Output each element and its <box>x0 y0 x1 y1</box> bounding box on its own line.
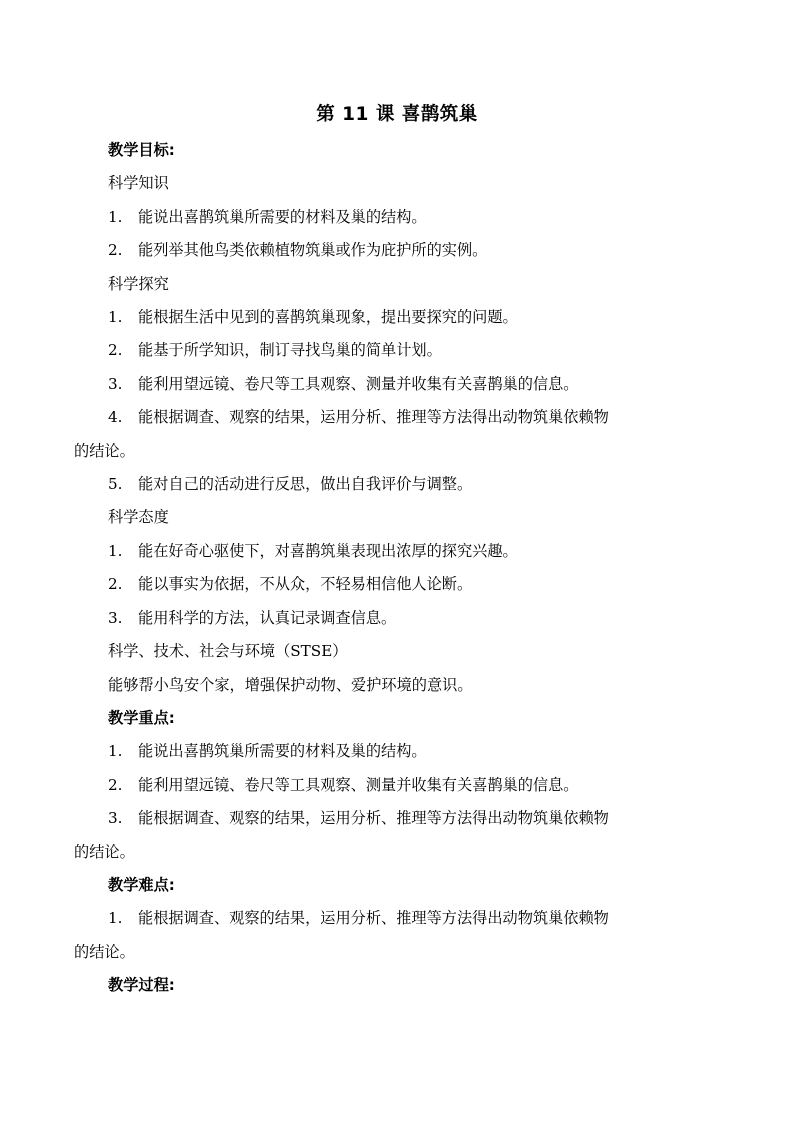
section-heading-difficulties: 教学难点: <box>108 875 175 894</box>
section-heading-process: 教学过程: <box>108 976 175 995</box>
paragraph-stse: 能够帮小鸟安个家，增强保护动物、爱护环境的意识。 <box>108 675 473 694</box>
section-heading-objectives: 教学目标: <box>108 141 175 159</box>
subheading-stse: 科学、技术、社会与环境（STSE） <box>108 642 348 661</box>
list-item: 3. 能根据调查、观察的结果，运用分析、推理等方法得出动物筑巢依赖物 <box>108 809 609 828</box>
list-item: 3. 能利用望远镜、卷尺等工具观察、测量并收集有关喜鹊巢的信息。 <box>108 374 579 393</box>
list-item: 1. 能在好奇心驱使下，对喜鹊筑巢表现出浓厚的探究兴趣。 <box>108 541 518 560</box>
list-item: 2. 能以事实为依据，不从众，不轻易相信他人论断。 <box>108 575 473 594</box>
list-item: 3. 能用科学的方法，认真记录调查信息。 <box>108 608 397 627</box>
lesson-title: 第 11 课 喜鹊筑巢 <box>316 104 478 125</box>
list-item: 2. 能列举其他鸟类依赖植物筑巢或作为庇护所的实例。 <box>108 241 488 260</box>
subheading-attitude: 科学态度 <box>108 508 169 527</box>
list-item: 5. 能对自己的活动进行反思，做出自我评价与调整。 <box>108 475 473 494</box>
list-item-continuation: 的结论。 <box>74 842 135 861</box>
list-item: 2. 能利用望远镜、卷尺等工具观察、测量并收集有关喜鹊巢的信息。 <box>108 775 579 794</box>
list-item: 1. 能根据调查、观察的结果，运用分析、推理等方法得出动物筑巢依赖物 <box>108 909 609 928</box>
subheading-inquiry: 科学探究 <box>108 274 169 293</box>
subheading-knowledge: 科学知识 <box>108 174 169 193</box>
list-item: 1. 能根据生活中见到的喜鹊筑巢现象，提出要探究的问题。 <box>108 308 518 327</box>
list-item: 4. 能根据调查、观察的结果，运用分析、推理等方法得出动物筑巢依赖物 <box>108 408 609 427</box>
section-heading-key-points: 教学重点: <box>108 708 175 727</box>
list-item: 1. 能说出喜鹊筑巢所需要的材料及巢的结构。 <box>108 207 427 226</box>
list-item-continuation: 的结论。 <box>74 942 135 961</box>
list-item-continuation: 的结论。 <box>74 441 135 460</box>
list-item: 2. 能基于所学知识，制订寻找鸟巢的简单计划。 <box>108 341 442 360</box>
document-body <box>74 134 722 1003</box>
list-item: 1. 能说出喜鹊筑巢所需要的材料及巢的结构。 <box>108 742 427 761</box>
